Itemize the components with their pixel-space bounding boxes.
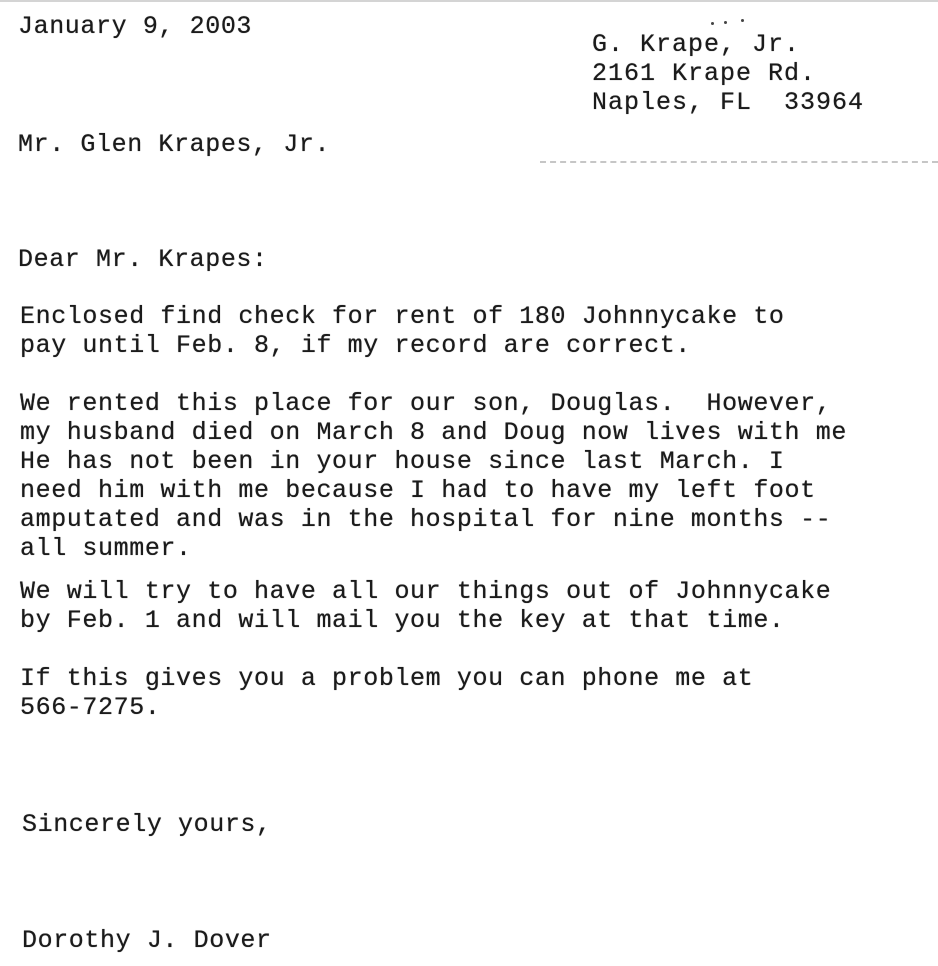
paragraph-line: If this gives you a problem you can phone me at	[20, 664, 754, 693]
paragraph-line: Enclosed find check for rent of 180 Johnnycake to	[20, 302, 785, 331]
paragraph-line: need him with me because I had to have my left foot	[20, 476, 816, 505]
ink-speck	[741, 19, 744, 22]
return-address-street: 2161 Krape Rd.	[592, 59, 817, 88]
ink-speck	[711, 22, 714, 25]
signature-name: Dorothy J. Dover	[22, 926, 272, 955]
letter-date: January 9, 2003	[18, 12, 253, 41]
paragraph-line: amputated and was in the hospital for nine months --	[20, 505, 832, 534]
closing: Sincerely yours,	[22, 810, 272, 839]
paragraph-line: pay until Feb. 8, if my record are correct.	[20, 331, 691, 360]
paragraph-line: He has not been in your house since last March. I	[20, 447, 785, 476]
paragraph-line: 566-7275.	[20, 693, 161, 722]
page-top-edge	[0, 0, 938, 2]
ink-speck	[724, 21, 727, 24]
paragraph-line: by Feb. 1 and will mail you the key at that time.	[20, 606, 785, 635]
recipient-name: Mr. Glen Krapes, Jr.	[18, 130, 331, 159]
salutation: Dear Mr. Krapes:	[18, 245, 268, 274]
paragraph-line: We rented this place for our son, Douglas. However,	[20, 389, 832, 418]
return-address-name: G. Krape, Jr.	[592, 30, 801, 59]
return-address-city: Naples, FL 33964	[592, 88, 865, 117]
paragraph-line: We will try to have all our things out of Johnnycake	[20, 577, 832, 606]
paragraph-line: all summer.	[20, 534, 192, 563]
address-divider	[540, 161, 938, 163]
paragraph-line: my husband died on March 8 and Doug now lives with me	[20, 418, 847, 447]
